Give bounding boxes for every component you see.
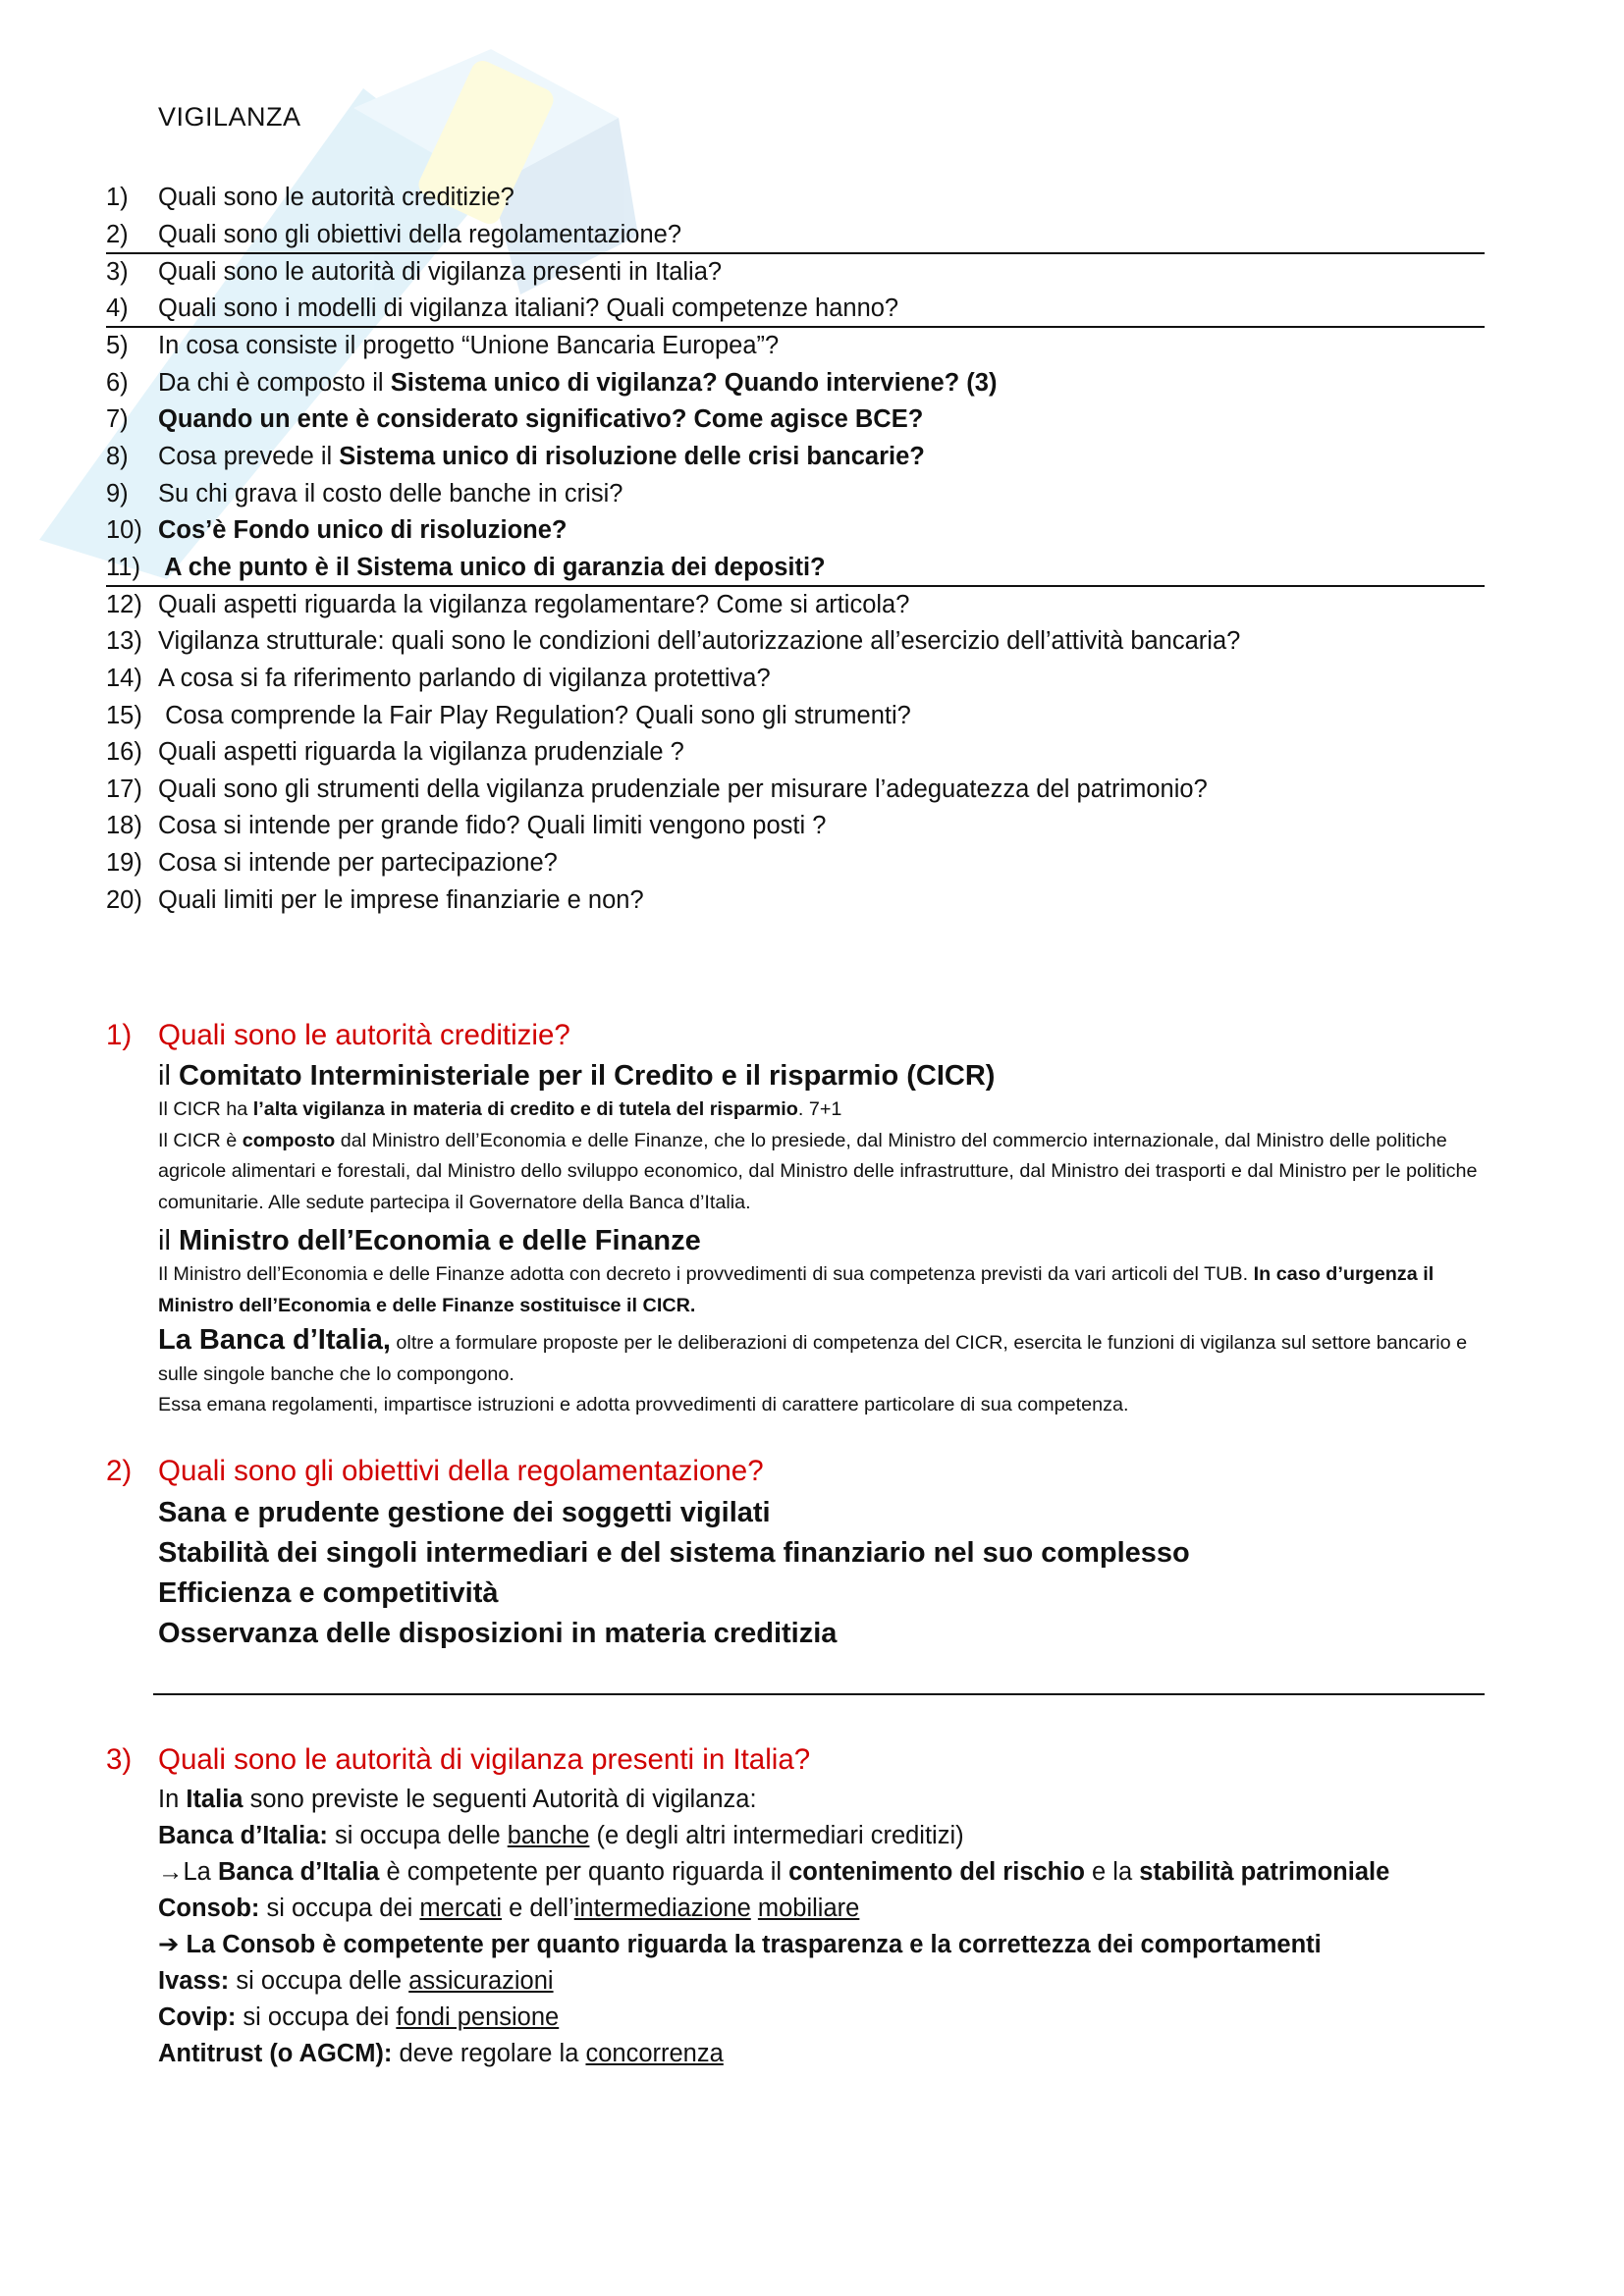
- question-item: [106, 734, 1485, 772]
- question-number: 15): [106, 701, 142, 729]
- cicr-paragraph-2: Il CICR è composto dal Ministro dell’Economia e delle Finanze, che lo presiede, dal Ministro del commercio internazionale, dal Ministro delle politiche agricole alimentari e forestali, dal Ministro dello sviluppo economico, dal Ministro delle infrastrutture, dal Ministro dei trasporti e dal Ministro per le politiche comunitarie. Alle sedute partecipa il Governatore della Banca d’Italia.: [158, 1129, 1478, 1213]
- section-3-title: [106, 1738, 1485, 1782]
- question-text: Quali sono i modelli di vigilanza italiani? Quali competenze hanno?: [158, 294, 899, 323]
- section-2-number: 2): [106, 1455, 133, 1487]
- question-number: 8): [106, 442, 129, 470]
- question-text: Cosa si intende per partecipazione?: [158, 848, 558, 877]
- question-item: [106, 882, 1485, 920]
- question-text: Vigilanza strutturale: quali sono le condizioni dell’autorizzazione all’esercizio dell’attività bancaria?: [158, 627, 1241, 656]
- question-item: [106, 550, 1485, 587]
- question-item: [106, 512, 1485, 550]
- section-1-title: [106, 1014, 1485, 1057]
- question-text: Quali aspetti riguarda la vigilanza prudenziale ?: [158, 738, 684, 767]
- question-text: In cosa consiste il progetto “Unione Bancaria Europea”?: [158, 332, 780, 360]
- question-text: Quali sono gli strumenti della vigilanza prudenziale per misurare l’adeguatezza del patrimonio?: [158, 774, 1208, 803]
- objective-item: Efficienza e competitività: [158, 1577, 499, 1609]
- question-text: Quali aspetti riguarda la vigilanza regolamentare? Come si articola?: [158, 590, 910, 618]
- section-1-heading: Quali sono le autorità creditizie?: [158, 1019, 570, 1051]
- question-item: [106, 845, 1485, 882]
- question-item: [106, 772, 1485, 809]
- question-number: 14): [106, 664, 142, 692]
- section-1-number: 1): [106, 1019, 133, 1051]
- question-item: [106, 661, 1485, 698]
- question-text: A cosa si fa riferimento parlando di vigilanza protettiva?: [158, 664, 771, 692]
- question-number: 10): [106, 516, 142, 545]
- question-text: Quali limiti per le imprese finanziarie e non?: [158, 885, 644, 914]
- questions-list: [106, 180, 1485, 919]
- objective-item: Stabilità dei singoli intermediari e del sistema finanziario nel suo complesso: [158, 1537, 1190, 1569]
- question-item: [106, 698, 1485, 735]
- mef-heading: il Ministro dell’Economia e delle Finanze: [158, 1225, 701, 1256]
- question-item: [106, 328, 1485, 365]
- bdi-paragraph-2: Essa emana regolamenti, impartisce istruzioni e adotta provvedimenti di carattere particolare di sua competenza.: [158, 1394, 1129, 1415]
- question-item: [106, 365, 1485, 402]
- section-3: [106, 1738, 1485, 2072]
- question-number: 2): [106, 220, 129, 248]
- authority-covip: Covip: si occupa dei fondi pensione: [158, 2003, 560, 2031]
- question-item: [106, 808, 1485, 845]
- divider: [153, 1693, 1485, 1695]
- question-item: [106, 476, 1485, 513]
- cicr-paragraph-1: Il CICR ha l’alta vigilanza in materia di credito e di tutela del risparmio. 7+1: [158, 1098, 842, 1120]
- authority-antitrust: Antitrust (o AGCM): deve regolare la concorrenza: [158, 2040, 724, 2067]
- question-text: A che punto è il Sistema unico di garanzia dei depositi?: [158, 553, 826, 581]
- question-number: 18): [106, 812, 142, 840]
- authority-bdi: Banca d’Italia: si occupa delle banche (e degli altri intermediari creditizi): [158, 1822, 964, 1849]
- section-2-heading: Quali sono gli obiettivi della regolamentazione?: [158, 1455, 764, 1487]
- question-item: [106, 587, 1485, 624]
- question-item: [106, 439, 1485, 476]
- question-number: 6): [106, 368, 129, 397]
- question-number: 1): [106, 184, 129, 211]
- question-number: 13): [106, 627, 142, 656]
- question-number: 11): [106, 553, 140, 581]
- question-item: [106, 623, 1485, 661]
- question-item: [106, 401, 1485, 439]
- question-number: 20): [106, 885, 142, 914]
- question-number: 9): [106, 479, 129, 507]
- question-number: 7): [106, 405, 129, 434]
- question-text: Cosa si intende per grande fido? Quali limiti vengono posti ?: [158, 812, 827, 840]
- arrow-right-icon: ➔: [158, 1931, 180, 1958]
- cicr-heading: il Comitato Interministeriale per il Credito e il risparmio (CICR): [158, 1060, 996, 1092]
- question-text: Cosa comprende la Fair Play Regulation? Quali sono gli strumenti?: [158, 701, 911, 729]
- question-text: Cos’è Fondo unico di risoluzione?: [158, 516, 568, 545]
- question-text: Cosa prevede il: [158, 442, 340, 470]
- question-number: 12): [106, 590, 142, 618]
- objective-item: Osservanza delle disposizioni in materia creditizia: [158, 1618, 838, 1649]
- question-number: 17): [106, 774, 142, 803]
- section-2-title: [106, 1450, 1485, 1493]
- question-text: Sistema unico di risoluzione delle crisi bancarie?: [339, 442, 925, 470]
- section-3-heading: Quali sono le autorità di vigilanza presenti in Italia?: [158, 1743, 811, 1776]
- mef-paragraph: Il Ministro dell’Economia e delle Finanze adotta con decreto i provvedimenti di sua competenza previsti da vari articoli del TUB. In caso d’urgenza il Ministro dell’Economia e delle Finanze sostituisce il CICR.: [158, 1263, 1435, 1316]
- bdi-paragraph-1: La Banca d’Italia, oltre a formulare proposte per le deliberazioni di competenza del CICR, esercita le funzioni di vigilanza sul settore bancario e sulle singole banche che lo compongono.: [158, 1324, 1468, 1385]
- question-item: [106, 180, 1485, 217]
- question-text: Quali sono le autorità creditizie?: [158, 184, 514, 211]
- question-number: 3): [106, 257, 129, 286]
- section-2: [106, 1450, 1485, 1654]
- question-text: Sistema unico di vigilanza? Quando interviene? (3): [390, 368, 998, 397]
- question-text: Quali sono le autorità di vigilanza presenti in Italia?: [158, 257, 723, 286]
- question-item: [106, 254, 1485, 292]
- authorities-intro: In Italia sono previste le seguenti Autorità di vigilanza:: [158, 1786, 757, 1813]
- question-text: Su chi grava il costo delle banche in crisi?: [158, 479, 623, 507]
- objective-item: Sana e prudente gestione dei soggetti vigilati: [158, 1497, 771, 1528]
- question-number: 16): [106, 738, 142, 767]
- question-number: 5): [106, 332, 129, 360]
- question-number: 19): [106, 848, 142, 877]
- authority-ivass: Ivass: si occupa delle assicurazioni: [158, 1967, 554, 1995]
- authority-bdi-competence: →La Banca d’Italia è competente per quanto riguarda il contenimento del rischio e la stabilità patrimoniale: [158, 1858, 1390, 1886]
- section-1: [106, 1014, 1485, 1421]
- question-text: Quali sono gli obiettivi della regolamentazione?: [158, 220, 681, 248]
- section-3-number: 3): [106, 1743, 133, 1776]
- authority-consob: Consob: si occupa dei mercati e dell’intermediazione mobiliare: [158, 1895, 860, 1922]
- question-text: Quando un ente è considerato significativo? Come agisce BCE?: [158, 405, 924, 434]
- question-item: [106, 217, 1485, 254]
- authority-consob-competence: ➔ La Consob è competente per quanto riguarda la trasparenza e la correttezza dei comportamenti: [158, 1931, 1322, 1958]
- arrow-right-icon: →: [158, 1858, 184, 1886]
- question-number: 4): [106, 294, 129, 323]
- question-item: [106, 291, 1485, 328]
- question-text: Da chi è composto il: [158, 368, 391, 397]
- page-title: VIGILANZA: [158, 102, 301, 132]
